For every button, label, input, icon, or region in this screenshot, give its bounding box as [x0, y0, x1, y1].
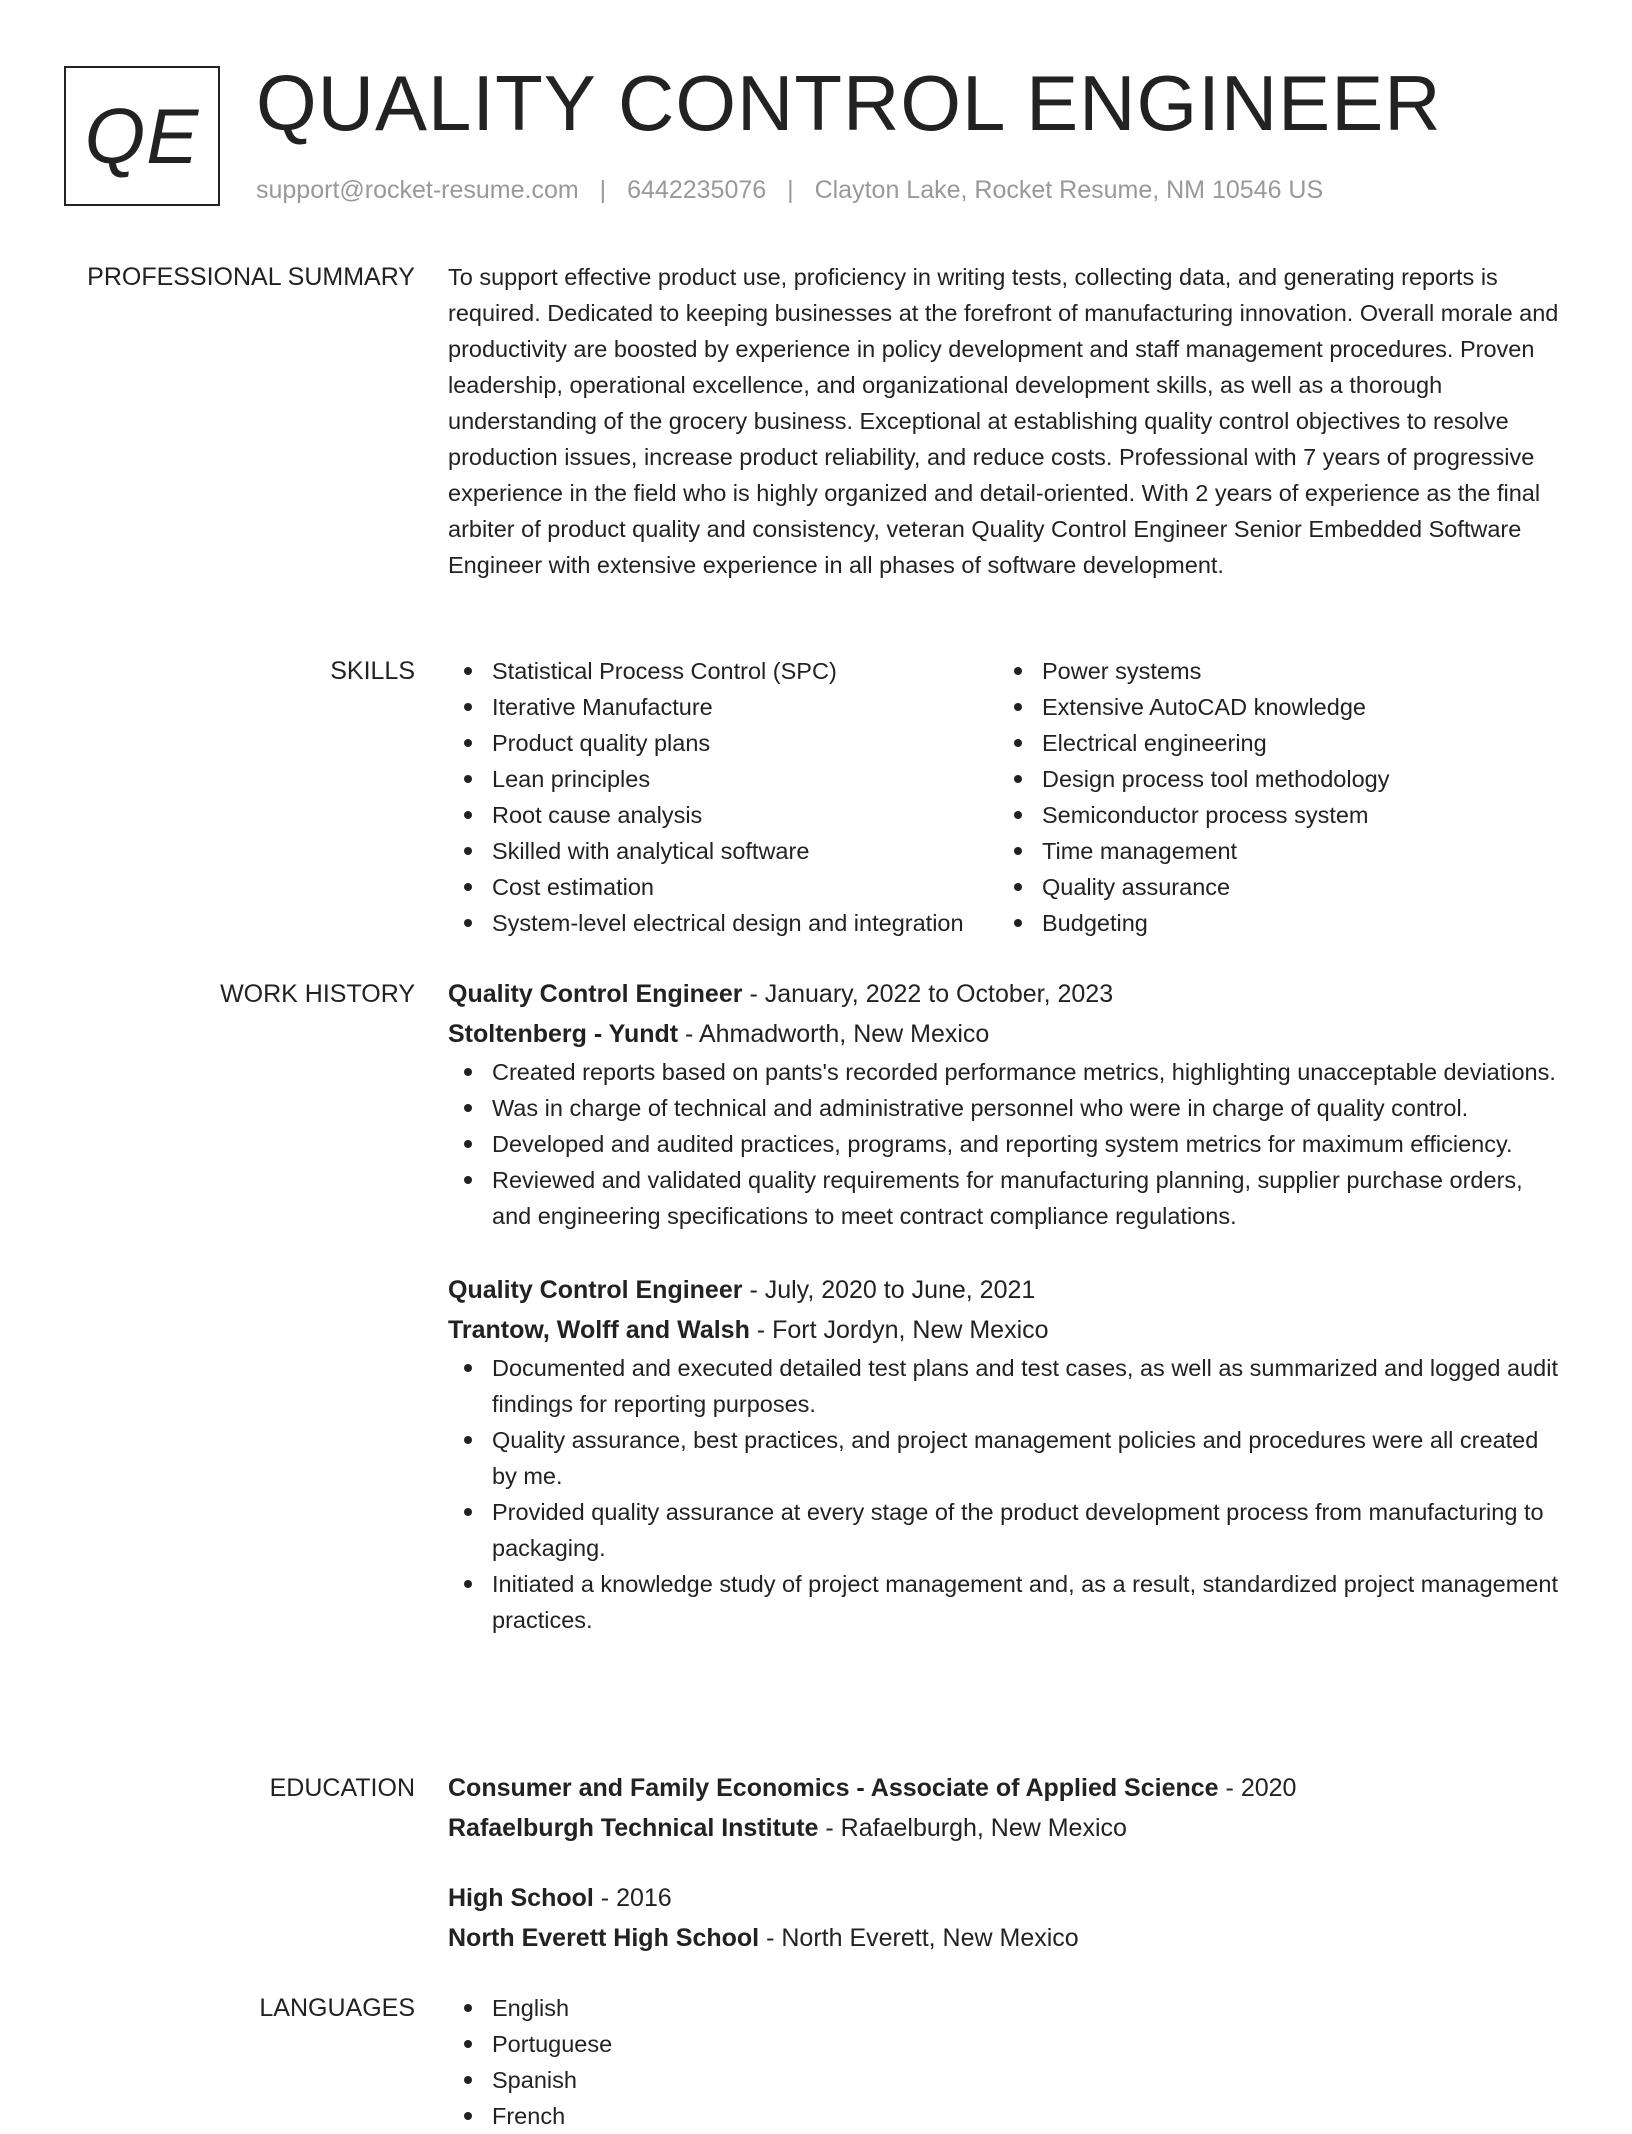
skills-list-left — [448, 653, 998, 941]
job-bullet: Documented and executed detailed test plans and test cases, as well as summarized and logged audit findings for reporting purposes. — [448, 1350, 1568, 1422]
skill-item: Quality assurance — [998, 869, 1558, 905]
skill-item: Electrical engineering — [998, 725, 1558, 761]
section-label-work: WORK HISTORY — [220, 980, 415, 1008]
monogram-initials: QE — [84, 91, 200, 180]
skills-list-right — [998, 653, 1558, 941]
job-bullet: Quality assurance, best practices, and project management policies and procedures were all created by me. — [448, 1422, 1568, 1494]
page-title: QUALITY CONTROL ENGINEER — [256, 59, 1442, 147]
job-company: Stoltenberg - Yundt — [448, 1020, 679, 1048]
skill-item: Cost estimation — [448, 869, 998, 905]
job-location: Fort Jordyn, New Mexico — [772, 1316, 1049, 1344]
education-degree: High School — [448, 1884, 594, 1912]
contact-separator: | — [599, 176, 607, 204]
language-item: Portuguese — [448, 2026, 1568, 2062]
job-bullet: Provided quality assurance at every stage of the product development process from manufacturing to packaging. — [448, 1494, 1568, 1566]
skill-item: Product quality plans — [448, 725, 998, 761]
job-bullet: Initiated a knowledge study of project management and, as a result, standardized project management practices. — [448, 1566, 1568, 1638]
skill-item: Skilled with analytical software — [448, 833, 998, 869]
education-school: North Everett High School — [448, 1924, 760, 1952]
job-title-line: Quality Control Engineer - July, 2020 to June, 2021 — [448, 1276, 1036, 1304]
contact-separator: | — [787, 176, 794, 204]
skill-item: Time management — [998, 833, 1558, 869]
job-dates: July, 2020 to June, 2021 — [764, 1276, 1036, 1304]
skill-item: Power systems — [998, 653, 1558, 689]
job-entry — [448, 1270, 1568, 1638]
job-bullet: Developed and audited practices, programs, and reporting system metrics for maximum efficiency. — [448, 1126, 1568, 1162]
skill-item: System-level electrical design and integration — [448, 905, 998, 941]
contact-line — [256, 174, 1323, 206]
skills-body — [448, 653, 1568, 941]
job-dates: January, 2022 to October, 2023 — [764, 980, 1114, 1008]
skill-item: Design process tool methodology — [998, 761, 1558, 797]
contact-address: Clayton Lake, Rocket Resume, NM 10546 US — [814, 176, 1324, 204]
section-label-education: EDUCATION — [269, 1774, 415, 1802]
skill-item: Iterative Manufacture — [448, 689, 998, 725]
education-degree: Consumer and Family Economics - Associate of Applied Science — [448, 1774, 1219, 1802]
job-bullet: Reviewed and validated quality requirements for manufacturing planning, supplier purchase orders, and engineering specifications to meet contract compliance regulations. — [448, 1162, 1568, 1234]
education-entry — [448, 1768, 1568, 1848]
education-body — [448, 1768, 1568, 1988]
job-bullet: Was in charge of technical and administrative personnel who were in charge of quality control. — [448, 1090, 1568, 1126]
skill-item: Semiconductor process system — [998, 797, 1558, 833]
job-company-line: Stoltenberg - Yundt - Ahmadworth, New Mexico — [448, 1020, 990, 1048]
job-bullets — [448, 1054, 1568, 1234]
section-label-languages: LANGUAGES — [259, 1994, 415, 2022]
job-title: Quality Control Engineer — [448, 980, 743, 1008]
job-entry — [448, 974, 1568, 1234]
monogram-box — [64, 66, 220, 206]
job-bullets — [448, 1350, 1568, 1638]
summary-body — [448, 259, 1568, 583]
job-title-line: Quality Control Engineer - January, 2022 to October, 2023 — [448, 980, 1114, 1008]
job-company: Trantow, Wolff and Walsh — [448, 1316, 750, 1344]
education-school-line: North Everett High School - North Everett, New Mexico — [448, 1924, 1079, 1952]
education-location: North Everett, New Mexico — [781, 1924, 1079, 1952]
education-entry — [448, 1878, 1568, 1958]
job-location: Ahmadworth, New Mexico — [698, 1020, 990, 1048]
contact-email: support@rocket-resume.com — [256, 176, 579, 204]
job-company-line: Trantow, Wolff and Walsh - Fort Jordyn, New Mexico — [448, 1316, 1049, 1344]
skill-item: Lean principles — [448, 761, 998, 797]
education-year: 2020 — [1240, 1774, 1297, 1802]
job-bullet: Created reports based on pants's recorded performance metrics, highlighting unacceptable deviations. — [448, 1054, 1568, 1090]
languages-body — [448, 1990, 1568, 2134]
education-degree-line: Consumer and Family Economics - Associate of Applied Science - 2020 — [448, 1774, 1297, 1802]
skill-item: Budgeting — [998, 905, 1558, 941]
education-school-line: Rafaelburgh Technical Institute - Rafaelburgh, New Mexico — [448, 1814, 1127, 1842]
language-item: English — [448, 1990, 1568, 2026]
skill-item: Extensive AutoCAD knowledge — [998, 689, 1558, 725]
job-title: Quality Control Engineer — [448, 1276, 743, 1304]
education-school: Rafaelburgh Technical Institute — [448, 1814, 819, 1842]
skill-item: Root cause analysis — [448, 797, 998, 833]
language-item: Spanish — [448, 2062, 1568, 2098]
language-item: French — [448, 2098, 1568, 2134]
work-history-body — [448, 974, 1568, 1674]
education-location: Rafaelburgh, New Mexico — [840, 1814, 1127, 1842]
contact-phone: 6442235076 — [627, 176, 767, 204]
section-label-skills: SKILLS — [330, 657, 415, 685]
education-year: 2016 — [616, 1884, 672, 1912]
section-label-summary: PROFESSIONAL SUMMARY — [87, 263, 415, 291]
education-degree-line: High School - 2016 — [448, 1884, 672, 1912]
summary-text: To support effective product use, proficiency in writing tests, collecting data, and generating reports is required. Dedicated to keeping businesses at the forefront of manufacturing innovation. Overall morale and productivity are boosted by experience in policy development and staff management procedures. Proven leadership, operational excellence, and organizational development skills, as well as a thorough understanding of the grocery business. Exceptional at establishing quality control objectives to resolve production issues, increase product reliability, and reduce costs. Professional with 7 years of progressive experience in the field who is highly organized and detail-oriented. With 2 years of experience as the final arbiter of product quality and consistency, veteran Quality Control Engineer Senior Embedded Software Engineer with extensive experience in all phases of software development. — [448, 264, 1559, 578]
skill-item: Statistical Process Control (SPC) — [448, 653, 998, 689]
languages-list — [448, 1990, 1568, 2134]
